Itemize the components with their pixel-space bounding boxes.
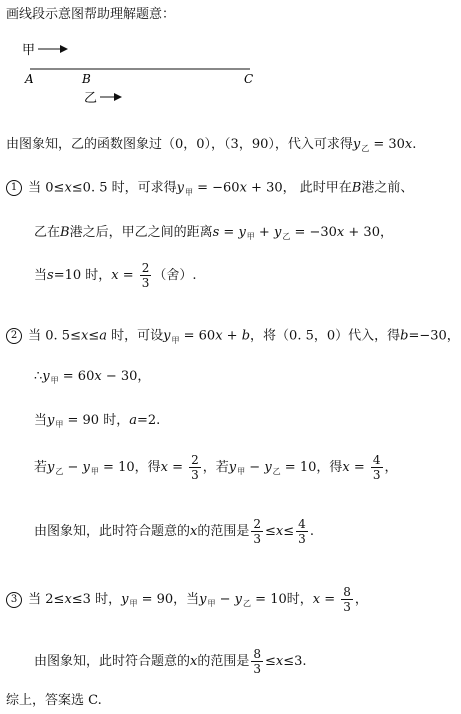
case2-line4: 若$y_乙 - y_甲 = 10$，得x = $\frac{2}{3}$ ，若$y_甲 - y_乙 = 10$，得x = $\frac{4}{3}$ ， <box>34 453 398 482</box>
case2-line3: 当$y_甲 = 90$ 时，a=2. <box>34 413 161 429</box>
fraction: $\frac{4}{3}$ <box>298 517 306 546</box>
case3-line1: 3 当 2≤x≤3 时，$y_甲 = 90$，当$y_甲 - y_乙 = 10$时，x = $\frac{8}{3}$ ， <box>6 586 368 613</box>
case-number-badge: 2 <box>6 328 22 344</box>
case2-line1: 2 当 0. 5≤x≤a 时，可设$y_甲 = 60x + b$，将（0. 5，0）代入，得b=−30， <box>6 328 460 345</box>
case-number-badge: 1 <box>6 180 22 196</box>
arrow-right-icon <box>38 45 68 53</box>
intro-line: 由图象知，乙的函数图象过（0，0），（3，90），代入可求得$y_乙 = 30x$. <box>6 137 417 153</box>
point-c: C <box>244 72 254 86</box>
label-yi: 乙 <box>84 91 98 106</box>
case1-line3: 当s=10 时，x = $\frac{2}{3}$ （舍）. <box>34 261 197 290</box>
heading: 画线段示意图帮助理解题意： <box>6 7 176 22</box>
case-number-badge: 3 <box>6 592 22 608</box>
case1-line1: 1 当 0≤x≤0. 5 时，可求得$y_甲 = -60x + 30$， 此时甲在B港之前、 <box>6 180 413 197</box>
fraction: $\frac{8}{3}$ <box>253 647 262 676</box>
fraction: $\frac{8}{3}$ <box>343 585 351 614</box>
point-a: A <box>25 72 34 86</box>
case3-line2: 由图象知，此时符合题意的x的范围是 $\frac{8}{3}$ ≤x≤3. <box>34 647 307 676</box>
conclusion: 综上，答案选 C. <box>6 693 102 708</box>
fraction: $\frac{2}{3}$ <box>141 261 150 290</box>
case2-line2: $\therefore y_甲 = 60x - 30$， <box>34 369 151 385</box>
case1-line2: 乙在B港之后，甲乙之间的距离$s = y_甲 + y_乙 = -30x + 30$， <box>34 225 393 241</box>
label-jia: 甲 <box>22 43 36 58</box>
arrow-right-icon <box>100 93 122 101</box>
fraction: $\frac{4}{3}$ <box>372 453 381 482</box>
segment-diagram <box>0 36 270 108</box>
case2-line5: 由图象知，此时符合题意的x的范围是 $\frac{2}{3}$ ≤x≤ $\frac{4}{3}$ . <box>34 517 314 546</box>
point-b: B <box>82 72 91 86</box>
fraction: $\frac{2}{3}$ <box>253 517 262 546</box>
fraction: $\frac{2}{3}$ <box>191 453 199 482</box>
